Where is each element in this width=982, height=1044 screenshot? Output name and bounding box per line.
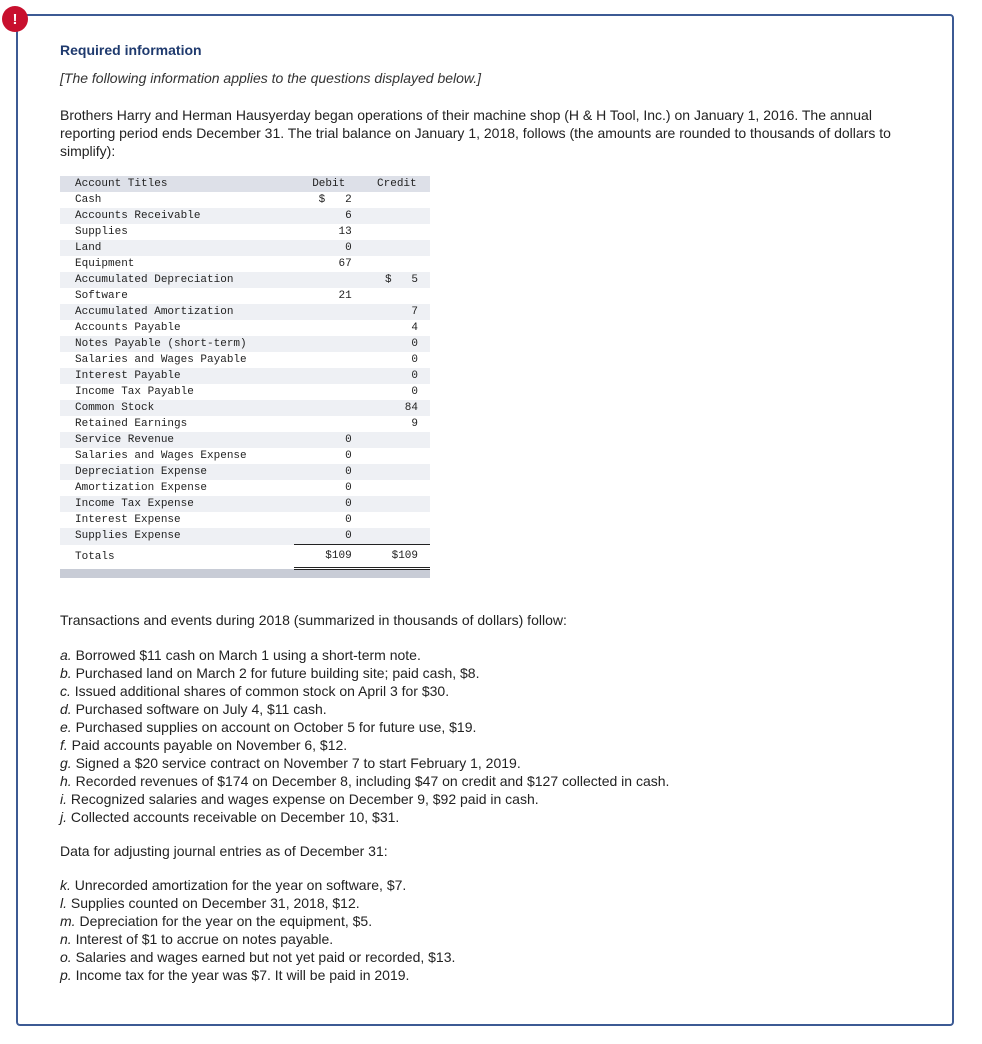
- account-title-cell: Cash: [60, 192, 294, 208]
- debit-cell: [294, 368, 364, 384]
- transactions-list: [60, 646, 920, 826]
- debit-cell: [294, 400, 364, 416]
- table-row: [60, 512, 430, 528]
- account-title-cell: Land: [60, 240, 294, 256]
- account-title-cell: Income Tax Payable: [60, 384, 294, 400]
- item-letter: b.: [60, 665, 72, 681]
- debit-cell: 0: [294, 464, 364, 480]
- credit-cell: $ 5: [364, 272, 430, 288]
- item-text: Salaries and wages earned but not yet paid or recorded, $13.: [75, 949, 456, 965]
- table-footer-bar: [60, 569, 430, 579]
- list-item: [60, 808, 920, 826]
- list-item: [60, 754, 920, 772]
- credit-cell: [364, 208, 430, 224]
- credit-cell: [364, 496, 430, 512]
- credit-cell: [364, 528, 430, 545]
- item-letter: d.: [60, 701, 72, 717]
- item-text: Income tax for the year was $7. It will be paid in 2019.: [75, 967, 410, 983]
- credit-cell: [364, 432, 430, 448]
- debit-cell: 67: [294, 256, 364, 272]
- item-letter: n.: [60, 931, 72, 947]
- debit-cell: 6: [294, 208, 364, 224]
- item-text: Purchased software on July 4, $11 cash.: [75, 701, 327, 717]
- credit-cell: [364, 464, 430, 480]
- credit-cell: 0: [364, 352, 430, 368]
- item-text: Depreciation for the year on the equipment, $5.: [79, 913, 373, 929]
- account-title-cell: Accounts Receivable: [60, 208, 294, 224]
- alert-icon: !: [2, 6, 28, 32]
- list-item: [60, 966, 920, 984]
- debit-cell: [294, 416, 364, 432]
- list-item: [60, 718, 920, 736]
- item-letter: o.: [60, 949, 72, 965]
- table-row: [60, 336, 430, 352]
- account-titles-header: Account Titles: [60, 176, 294, 192]
- debit-header: Debit: [294, 176, 364, 192]
- account-title-cell: Salaries and Wages Expense: [60, 448, 294, 464]
- table-row: [60, 224, 430, 240]
- item-letter: j.: [60, 809, 67, 825]
- table-row: [60, 384, 430, 400]
- credit-cell: [364, 480, 430, 496]
- table-row: [60, 368, 430, 384]
- table-row: [60, 432, 430, 448]
- list-item: [60, 930, 920, 948]
- credit-cell: [364, 192, 430, 208]
- item-letter: l.: [60, 895, 67, 911]
- item-letter: g.: [60, 755, 72, 771]
- table-row: [60, 240, 430, 256]
- debit-cell: [294, 272, 364, 288]
- transactions-heading: Transactions and events during 2018 (summarized in thousands of dollars) follow:: [60, 612, 567, 628]
- credit-cell: 0: [364, 368, 430, 384]
- item-letter: a.: [60, 647, 72, 663]
- item-text: Purchased land on March 2 for future building site; paid cash, $8.: [75, 665, 480, 681]
- table-row: [60, 528, 430, 545]
- table-row: [60, 416, 430, 432]
- credit-cell: 0: [364, 336, 430, 352]
- debit-cell: [294, 336, 364, 352]
- debit-cell: 21: [294, 288, 364, 304]
- debit-cell: [294, 384, 364, 400]
- account-title-cell: Accounts Payable: [60, 320, 294, 336]
- list-item: [60, 736, 920, 754]
- debit-cell: $ 2: [294, 192, 364, 208]
- list-item: [60, 790, 920, 808]
- item-letter: e.: [60, 719, 72, 735]
- debit-cell: 0: [294, 448, 364, 464]
- credit-header: Credit: [364, 176, 430, 192]
- account-title-cell: Interest Payable: [60, 368, 294, 384]
- debit-cell: 0: [294, 496, 364, 512]
- item-text: Unrecorded amortization for the year on software, $7.: [74, 877, 407, 893]
- total-credit: $109: [364, 545, 430, 569]
- table-row: [60, 400, 430, 416]
- account-title-cell: Notes Payable (short-term): [60, 336, 294, 352]
- table-row: [60, 320, 430, 336]
- table-row: [60, 480, 430, 496]
- table-row: [60, 352, 430, 368]
- table-row: [60, 208, 430, 224]
- item-text: Paid accounts payable on November 6, $12.: [71, 737, 348, 753]
- item-text: Recognized salaries and wages expense on December 9, $92 paid in cash.: [70, 791, 539, 807]
- total-debit: $109: [294, 545, 364, 569]
- account-title-cell: Common Stock: [60, 400, 294, 416]
- item-letter: f.: [60, 737, 68, 753]
- debit-cell: 0: [294, 240, 364, 256]
- item-letter: k.: [60, 877, 71, 893]
- account-title-cell: Accumulated Depreciation: [60, 272, 294, 288]
- debit-cell: [294, 352, 364, 368]
- totals-label: Totals: [60, 545, 294, 569]
- item-letter: m.: [60, 913, 76, 929]
- list-item: [60, 700, 920, 718]
- account-title-cell: Retained Earnings: [60, 416, 294, 432]
- trial-balance-body: [60, 192, 430, 578]
- debit-cell: 0: [294, 480, 364, 496]
- account-title-cell: Salaries and Wages Payable: [60, 352, 294, 368]
- list-item: [60, 912, 920, 930]
- account-title-cell: Amortization Expense: [60, 480, 294, 496]
- table-row: [60, 256, 430, 272]
- credit-cell: 7: [364, 304, 430, 320]
- list-item: [60, 948, 920, 966]
- list-item: [60, 876, 920, 894]
- table-header-row: [60, 176, 430, 192]
- debit-cell: [294, 320, 364, 336]
- table-row: [60, 272, 430, 288]
- item-text: Recorded revenues of $174 on December 8, including $47 on credit and $127 collected in cash.: [75, 773, 670, 789]
- adjustments-heading: Data for adjusting journal entries as of December 31:: [60, 843, 388, 859]
- credit-cell: [364, 224, 430, 240]
- account-title-cell: Supplies: [60, 224, 294, 240]
- account-title-cell: Income Tax Expense: [60, 496, 294, 512]
- page-title: Required information: [60, 42, 202, 58]
- debit-cell: 13: [294, 224, 364, 240]
- item-letter: h.: [60, 773, 72, 789]
- credit-cell: [364, 240, 430, 256]
- debit-cell: 0: [294, 528, 364, 545]
- table-row: [60, 192, 430, 208]
- account-title-cell: Accumulated Amortization: [60, 304, 294, 320]
- credit-cell: [364, 448, 430, 464]
- list-item: [60, 646, 920, 664]
- item-letter: c.: [60, 683, 71, 699]
- credit-cell: 0: [364, 384, 430, 400]
- account-title-cell: Interest Expense: [60, 512, 294, 528]
- debit-cell: 0: [294, 432, 364, 448]
- credit-cell: 84: [364, 400, 430, 416]
- account-title-cell: Depreciation Expense: [60, 464, 294, 480]
- item-text: Collected accounts receivable on December 10, $31.: [70, 809, 400, 825]
- item-letter: p.: [60, 967, 72, 983]
- table-row: [60, 496, 430, 512]
- list-item: [60, 772, 920, 790]
- item-text: Supplies counted on December 31, 2018, $12.: [70, 895, 360, 911]
- intro-paragraph: Brothers Harry and Herman Hausyerday began operations of their machine shop (H & H Tool, Inc.) on January 1, 2016. The annual reporting period ends December 31. The trial balance on January 1, 2018, follows (the amounts are rounded to thousands of dollars to simplify):: [60, 107, 891, 159]
- list-item: [60, 682, 920, 700]
- table-row: [60, 448, 430, 464]
- item-text: Signed a $20 service contract on November 7 to start February 1, 2019.: [75, 755, 521, 771]
- account-title-cell: Software: [60, 288, 294, 304]
- table-row: [60, 288, 430, 304]
- table-row: [60, 464, 430, 480]
- item-text: Borrowed $11 cash on March 1 using a short-term note.: [75, 647, 421, 663]
- credit-cell: [364, 288, 430, 304]
- adjustments-list: [60, 876, 920, 984]
- item-text: Interest of $1 to accrue on notes payable.: [75, 931, 334, 947]
- credit-cell: 4: [364, 320, 430, 336]
- debit-cell: 0: [294, 512, 364, 528]
- account-title-cell: Supplies Expense: [60, 528, 294, 545]
- credit-cell: 9: [364, 416, 430, 432]
- credit-cell: [364, 512, 430, 528]
- credit-cell: [364, 256, 430, 272]
- list-item: [60, 894, 920, 912]
- item-text: Purchased supplies on account on October 5 for future use, $19.: [75, 719, 477, 735]
- info-note: [The following information applies to the questions displayed below.]: [60, 70, 482, 86]
- account-title-cell: Equipment: [60, 256, 294, 272]
- totals-row: [60, 545, 430, 569]
- item-text: Issued additional shares of common stock on April 3 for $30.: [74, 683, 450, 699]
- trial-balance-table: [60, 176, 430, 578]
- item-letter: i.: [60, 791, 67, 807]
- table-row: [60, 304, 430, 320]
- account-title-cell: Service Revenue: [60, 432, 294, 448]
- debit-cell: [294, 304, 364, 320]
- list-item: [60, 664, 920, 682]
